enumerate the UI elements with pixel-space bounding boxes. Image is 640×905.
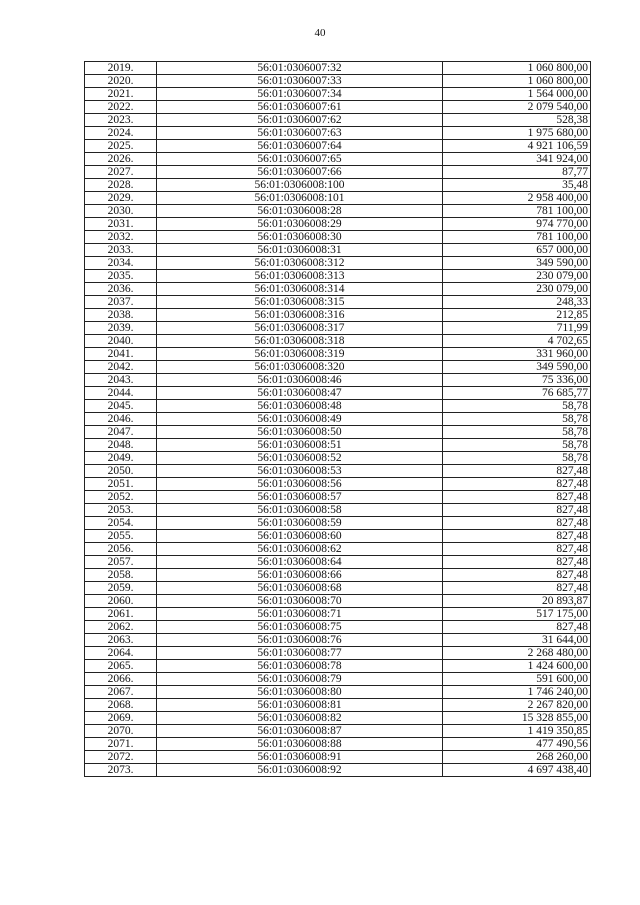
- cadastral-value-cell: 827,48: [443, 621, 591, 634]
- row-number-cell: 2049.: [85, 452, 157, 465]
- row-number-cell: 2058.: [85, 569, 157, 582]
- row-number-cell: 2037.: [85, 296, 157, 309]
- table-row: [85, 322, 591, 335]
- cadastral-number-cell: 56:01:0306008:46: [157, 374, 443, 387]
- row-number-cell: 2063.: [85, 634, 157, 647]
- cadastral-number-cell: 56:01:0306008:101: [157, 192, 443, 205]
- table-row: [85, 335, 591, 348]
- row-number-cell: 2034.: [85, 257, 157, 270]
- row-number-cell: 2028.: [85, 179, 157, 192]
- cadastral-number-cell: 56:01:0306008:57: [157, 491, 443, 504]
- cadastral-value-cell: 657 000,00: [443, 244, 591, 257]
- cadastral-value-cell: 58,78: [443, 400, 591, 413]
- cadastral-number-cell: 56:01:0306007:33: [157, 75, 443, 88]
- row-number-cell: 2038.: [85, 309, 157, 322]
- row-number-cell: 2069.: [85, 712, 157, 725]
- row-number-cell: 2053.: [85, 504, 157, 517]
- table-row: [85, 179, 591, 192]
- table-row: [85, 75, 591, 88]
- table-row: [85, 374, 591, 387]
- cadastral-value-cell: 1 424 600,00: [443, 660, 591, 673]
- cadastral-number-cell: 56:01:0306008:319: [157, 348, 443, 361]
- table-row: [85, 62, 591, 75]
- row-number-cell: 2030.: [85, 205, 157, 218]
- cadastral-value-cell: 230 079,00: [443, 283, 591, 296]
- table-row: [85, 517, 591, 530]
- cadastral-number-cell: 56:01:0306008:31: [157, 244, 443, 257]
- cadastral-number-cell: 56:01:0306008:88: [157, 738, 443, 751]
- row-number-cell: 2043.: [85, 374, 157, 387]
- cadastral-number-cell: 56:01:0306008:66: [157, 569, 443, 582]
- cadastral-value-cell: 341 924,00: [443, 153, 591, 166]
- cadastral-number-cell: 56:01:0306008:47: [157, 387, 443, 400]
- row-number-cell: 2046.: [85, 413, 157, 426]
- table-row: [85, 270, 591, 283]
- table-row: [85, 504, 591, 517]
- row-number-cell: 2026.: [85, 153, 157, 166]
- row-number-cell: 2065.: [85, 660, 157, 673]
- table-row: [85, 400, 591, 413]
- cadastral-value-cell: 4 697 438,40: [443, 764, 591, 777]
- row-number-cell: 2042.: [85, 361, 157, 374]
- cadastral-number-cell: 56:01:0306008:87: [157, 725, 443, 738]
- row-number-cell: 2056.: [85, 543, 157, 556]
- cadastral-value-cell: 35,48: [443, 179, 591, 192]
- table-body: [85, 62, 591, 777]
- cadastral-number-cell: 56:01:0306008:62: [157, 543, 443, 556]
- cadastral-number-cell: 56:01:0306008:29: [157, 218, 443, 231]
- cadastral-number-cell: 56:01:0306008:314: [157, 283, 443, 296]
- cadastral-value-cell: 58,78: [443, 452, 591, 465]
- row-number-cell: 2032.: [85, 231, 157, 244]
- cadastral-value-cell: 4 921 106,59: [443, 140, 591, 153]
- row-number-cell: 2071.: [85, 738, 157, 751]
- cadastral-number-cell: 56:01:0306008:56: [157, 478, 443, 491]
- cadastral-value-cell: 827,48: [443, 465, 591, 478]
- table-row: [85, 192, 591, 205]
- row-number-cell: 2054.: [85, 517, 157, 530]
- row-number-cell: 2072.: [85, 751, 157, 764]
- cadastral-value-cell: 58,78: [443, 426, 591, 439]
- cadastral-value-cell: 15 328 855,00: [443, 712, 591, 725]
- cadastral-number-cell: 56:01:0306008:50: [157, 426, 443, 439]
- row-number-cell: 2066.: [85, 673, 157, 686]
- table-row: [85, 738, 591, 751]
- cadastral-value-cell: 591 600,00: [443, 673, 591, 686]
- row-number-cell: 2029.: [85, 192, 157, 205]
- cadastral-number-cell: 56:01:0306008:79: [157, 673, 443, 686]
- cadastral-value-cell: 827,48: [443, 569, 591, 582]
- table-row: [85, 309, 591, 322]
- cadastral-number-cell: 56:01:0306007:64: [157, 140, 443, 153]
- cadastral-number-cell: 56:01:0306008:100: [157, 179, 443, 192]
- cadastral-number-cell: 56:01:0306008:318: [157, 335, 443, 348]
- table-row: [85, 439, 591, 452]
- cadastral-value-cell: 827,48: [443, 478, 591, 491]
- cadastral-value-cell: 827,48: [443, 491, 591, 504]
- cadastral-value-cell: 20 893,87: [443, 595, 591, 608]
- row-number-cell: 2031.: [85, 218, 157, 231]
- row-number-cell: 2055.: [85, 530, 157, 543]
- table-row: [85, 218, 591, 231]
- table-row: [85, 426, 591, 439]
- cadastral-number-cell: 56:01:0306008:81: [157, 699, 443, 712]
- cadastral-value-cell: 75 336,00: [443, 374, 591, 387]
- cadastral-value-cell: 827,48: [443, 543, 591, 556]
- cadastral-value-cell: 781 100,00: [443, 231, 591, 244]
- row-number-cell: 2050.: [85, 465, 157, 478]
- table-row: [85, 686, 591, 699]
- row-number-cell: 2033.: [85, 244, 157, 257]
- row-number-cell: 2025.: [85, 140, 157, 153]
- cadastral-value-cell: 331 960,00: [443, 348, 591, 361]
- cadastral-value-cell: 1 060 800,00: [443, 75, 591, 88]
- cadastral-value-cell: 711,99: [443, 322, 591, 335]
- table-row: [85, 140, 591, 153]
- cadastral-value-table: [84, 61, 591, 777]
- table-row: [85, 673, 591, 686]
- row-number-cell: 2035.: [85, 270, 157, 283]
- table-row: [85, 751, 591, 764]
- cadastral-number-cell: 56:01:0306008:58: [157, 504, 443, 517]
- row-number-cell: 2073.: [85, 764, 157, 777]
- table-row: [85, 634, 591, 647]
- cadastral-number-cell: 56:01:0306008:315: [157, 296, 443, 309]
- cadastral-number-cell: 56:01:0306008:68: [157, 582, 443, 595]
- cadastral-value-cell: 2 268 480,00: [443, 647, 591, 660]
- cadastral-value-cell: 528,38: [443, 114, 591, 127]
- row-number-cell: 2059.: [85, 582, 157, 595]
- table-row: [85, 387, 591, 400]
- cadastral-number-cell: 56:01:0306008:60: [157, 530, 443, 543]
- cadastral-number-cell: 56:01:0306008:30: [157, 231, 443, 244]
- row-number-cell: 2047.: [85, 426, 157, 439]
- table-row: [85, 595, 591, 608]
- table-row: [85, 231, 591, 244]
- cadastral-number-cell: 56:01:0306008:71: [157, 608, 443, 621]
- cadastral-number-cell: 56:01:0306008:76: [157, 634, 443, 647]
- cadastral-value-cell: 2 267 820,00: [443, 699, 591, 712]
- cadastral-number-cell: 56:01:0306007:66: [157, 166, 443, 179]
- cadastral-number-cell: 56:01:0306008:77: [157, 647, 443, 660]
- row-number-cell: 2019.: [85, 62, 157, 75]
- row-number-cell: 2062.: [85, 621, 157, 634]
- cadastral-value-cell: 87,77: [443, 166, 591, 179]
- cadastral-value-cell: 827,48: [443, 556, 591, 569]
- cadastral-value-cell: 349 590,00: [443, 361, 591, 374]
- cadastral-number-cell: 56:01:0306008:92: [157, 764, 443, 777]
- table-row: [85, 764, 591, 777]
- table-row: [85, 283, 591, 296]
- row-number-cell: 2070.: [85, 725, 157, 738]
- cadastral-value-cell: 827,48: [443, 530, 591, 543]
- table-row: [85, 530, 591, 543]
- cadastral-value-cell: 1 564 000,00: [443, 88, 591, 101]
- cadastral-number-cell: 56:01:0306007:63: [157, 127, 443, 140]
- row-number-cell: 2057.: [85, 556, 157, 569]
- row-number-cell: 2039.: [85, 322, 157, 335]
- row-number-cell: 2023.: [85, 114, 157, 127]
- cadastral-number-cell: 56:01:0306008:48: [157, 400, 443, 413]
- table-row: [85, 543, 591, 556]
- table-row: [85, 725, 591, 738]
- table-row: [85, 296, 591, 309]
- cadastral-value-cell: 1 060 800,00: [443, 62, 591, 75]
- cadastral-value-cell: 477 490,56: [443, 738, 591, 751]
- row-number-cell: 2060.: [85, 595, 157, 608]
- table-row: [85, 556, 591, 569]
- table-row: [85, 478, 591, 491]
- row-number-cell: 2036.: [85, 283, 157, 296]
- cadastral-number-cell: 56:01:0306008:312: [157, 257, 443, 270]
- cadastral-number-cell: 56:01:0306008:64: [157, 556, 443, 569]
- cadastral-number-cell: 56:01:0306008:91: [157, 751, 443, 764]
- cadastral-number-cell: 56:01:0306008:313: [157, 270, 443, 283]
- table-row: [85, 257, 591, 270]
- cadastral-value-cell: 31 644,00: [443, 634, 591, 647]
- page-number: 40: [314, 27, 326, 39]
- cadastral-number-cell: 56:01:0306007:65: [157, 153, 443, 166]
- row-number-cell: 2051.: [85, 478, 157, 491]
- row-number-cell: 2061.: [85, 608, 157, 621]
- table-row: [85, 712, 591, 725]
- row-number-cell: 2021.: [85, 88, 157, 101]
- table-row: [85, 660, 591, 673]
- cadastral-value-cell: 2 958 400,00: [443, 192, 591, 205]
- cadastral-number-cell: 56:01:0306008:70: [157, 595, 443, 608]
- cadastral-number-cell: 56:01:0306008:59: [157, 517, 443, 530]
- row-number-cell: 2024.: [85, 127, 157, 140]
- cadastral-value-cell: 1 419 350,85: [443, 725, 591, 738]
- cadastral-number-cell: 56:01:0306008:82: [157, 712, 443, 725]
- cadastral-value-cell: 76 685,77: [443, 387, 591, 400]
- cadastral-number-cell: 56:01:0306008:53: [157, 465, 443, 478]
- cadastral-value-cell: 2 079 540,00: [443, 101, 591, 114]
- table-row: [85, 244, 591, 257]
- cadastral-number-cell: 56:01:0306008:51: [157, 439, 443, 452]
- row-number-cell: 2052.: [85, 491, 157, 504]
- cadastral-value-cell: 58,78: [443, 439, 591, 452]
- cadastral-number-cell: 56:01:0306007:62: [157, 114, 443, 127]
- table-row: [85, 114, 591, 127]
- row-number-cell: 2020.: [85, 75, 157, 88]
- cadastral-value-cell: 827,48: [443, 582, 591, 595]
- cadastral-number-cell: 56:01:0306008:316: [157, 309, 443, 322]
- table-row: [85, 699, 591, 712]
- cadastral-number-cell: 56:01:0306007:34: [157, 88, 443, 101]
- cadastral-value-cell: 248,33: [443, 296, 591, 309]
- row-number-cell: 2040.: [85, 335, 157, 348]
- table-row: [85, 608, 591, 621]
- cadastral-number-cell: 56:01:0306008:52: [157, 452, 443, 465]
- table-row: [85, 491, 591, 504]
- table-row: [85, 452, 591, 465]
- row-number-cell: 2045.: [85, 400, 157, 413]
- table-row: [85, 582, 591, 595]
- table-row: [85, 166, 591, 179]
- cadastral-value-cell: 268 260,00: [443, 751, 591, 764]
- cadastral-value-cell: 827,48: [443, 517, 591, 530]
- table-row: [85, 127, 591, 140]
- table-row: [85, 88, 591, 101]
- table-row: [85, 413, 591, 426]
- table-row: [85, 348, 591, 361]
- table-row: [85, 101, 591, 114]
- cadastral-number-cell: 56:01:0306008:80: [157, 686, 443, 699]
- cadastral-value-cell: 58,78: [443, 413, 591, 426]
- cadastral-value-cell: 781 100,00: [443, 205, 591, 218]
- cadastral-number-cell: 56:01:0306008:49: [157, 413, 443, 426]
- table-row: [85, 621, 591, 634]
- cadastral-value-cell: 517 175,00: [443, 608, 591, 621]
- cadastral-number-cell: 56:01:0306008:28: [157, 205, 443, 218]
- table-row: [85, 465, 591, 478]
- cadastral-number-cell: 56:01:0306008:75: [157, 621, 443, 634]
- cadastral-value-cell: 1 746 240,00: [443, 686, 591, 699]
- cadastral-number-cell: 56:01:0306008:317: [157, 322, 443, 335]
- cadastral-number-cell: 56:01:0306008:320: [157, 361, 443, 374]
- cadastral-value-cell: 230 079,00: [443, 270, 591, 283]
- cadastral-number-cell: 56:01:0306008:78: [157, 660, 443, 673]
- row-number-cell: 2027.: [85, 166, 157, 179]
- cadastral-value-cell: 212,85: [443, 309, 591, 322]
- row-number-cell: 2068.: [85, 699, 157, 712]
- cadastral-value-cell: 4 702,65: [443, 335, 591, 348]
- cadastral-value-cell: 974 770,00: [443, 218, 591, 231]
- cadastral-value-cell: 827,48: [443, 504, 591, 517]
- row-number-cell: 2044.: [85, 387, 157, 400]
- row-number-cell: 2022.: [85, 101, 157, 114]
- row-number-cell: 2048.: [85, 439, 157, 452]
- table-row: [85, 361, 591, 374]
- row-number-cell: 2041.: [85, 348, 157, 361]
- table-row: [85, 647, 591, 660]
- table-row: [85, 569, 591, 582]
- cadastral-value-cell: 349 590,00: [443, 257, 591, 270]
- cadastral-number-cell: 56:01:0306007:32: [157, 62, 443, 75]
- table-row: [85, 205, 591, 218]
- row-number-cell: 2067.: [85, 686, 157, 699]
- cadastral-value-cell: 1 975 680,00: [443, 127, 591, 140]
- cadastral-number-cell: 56:01:0306007:61: [157, 101, 443, 114]
- row-number-cell: 2064.: [85, 647, 157, 660]
- table-row: [85, 153, 591, 166]
